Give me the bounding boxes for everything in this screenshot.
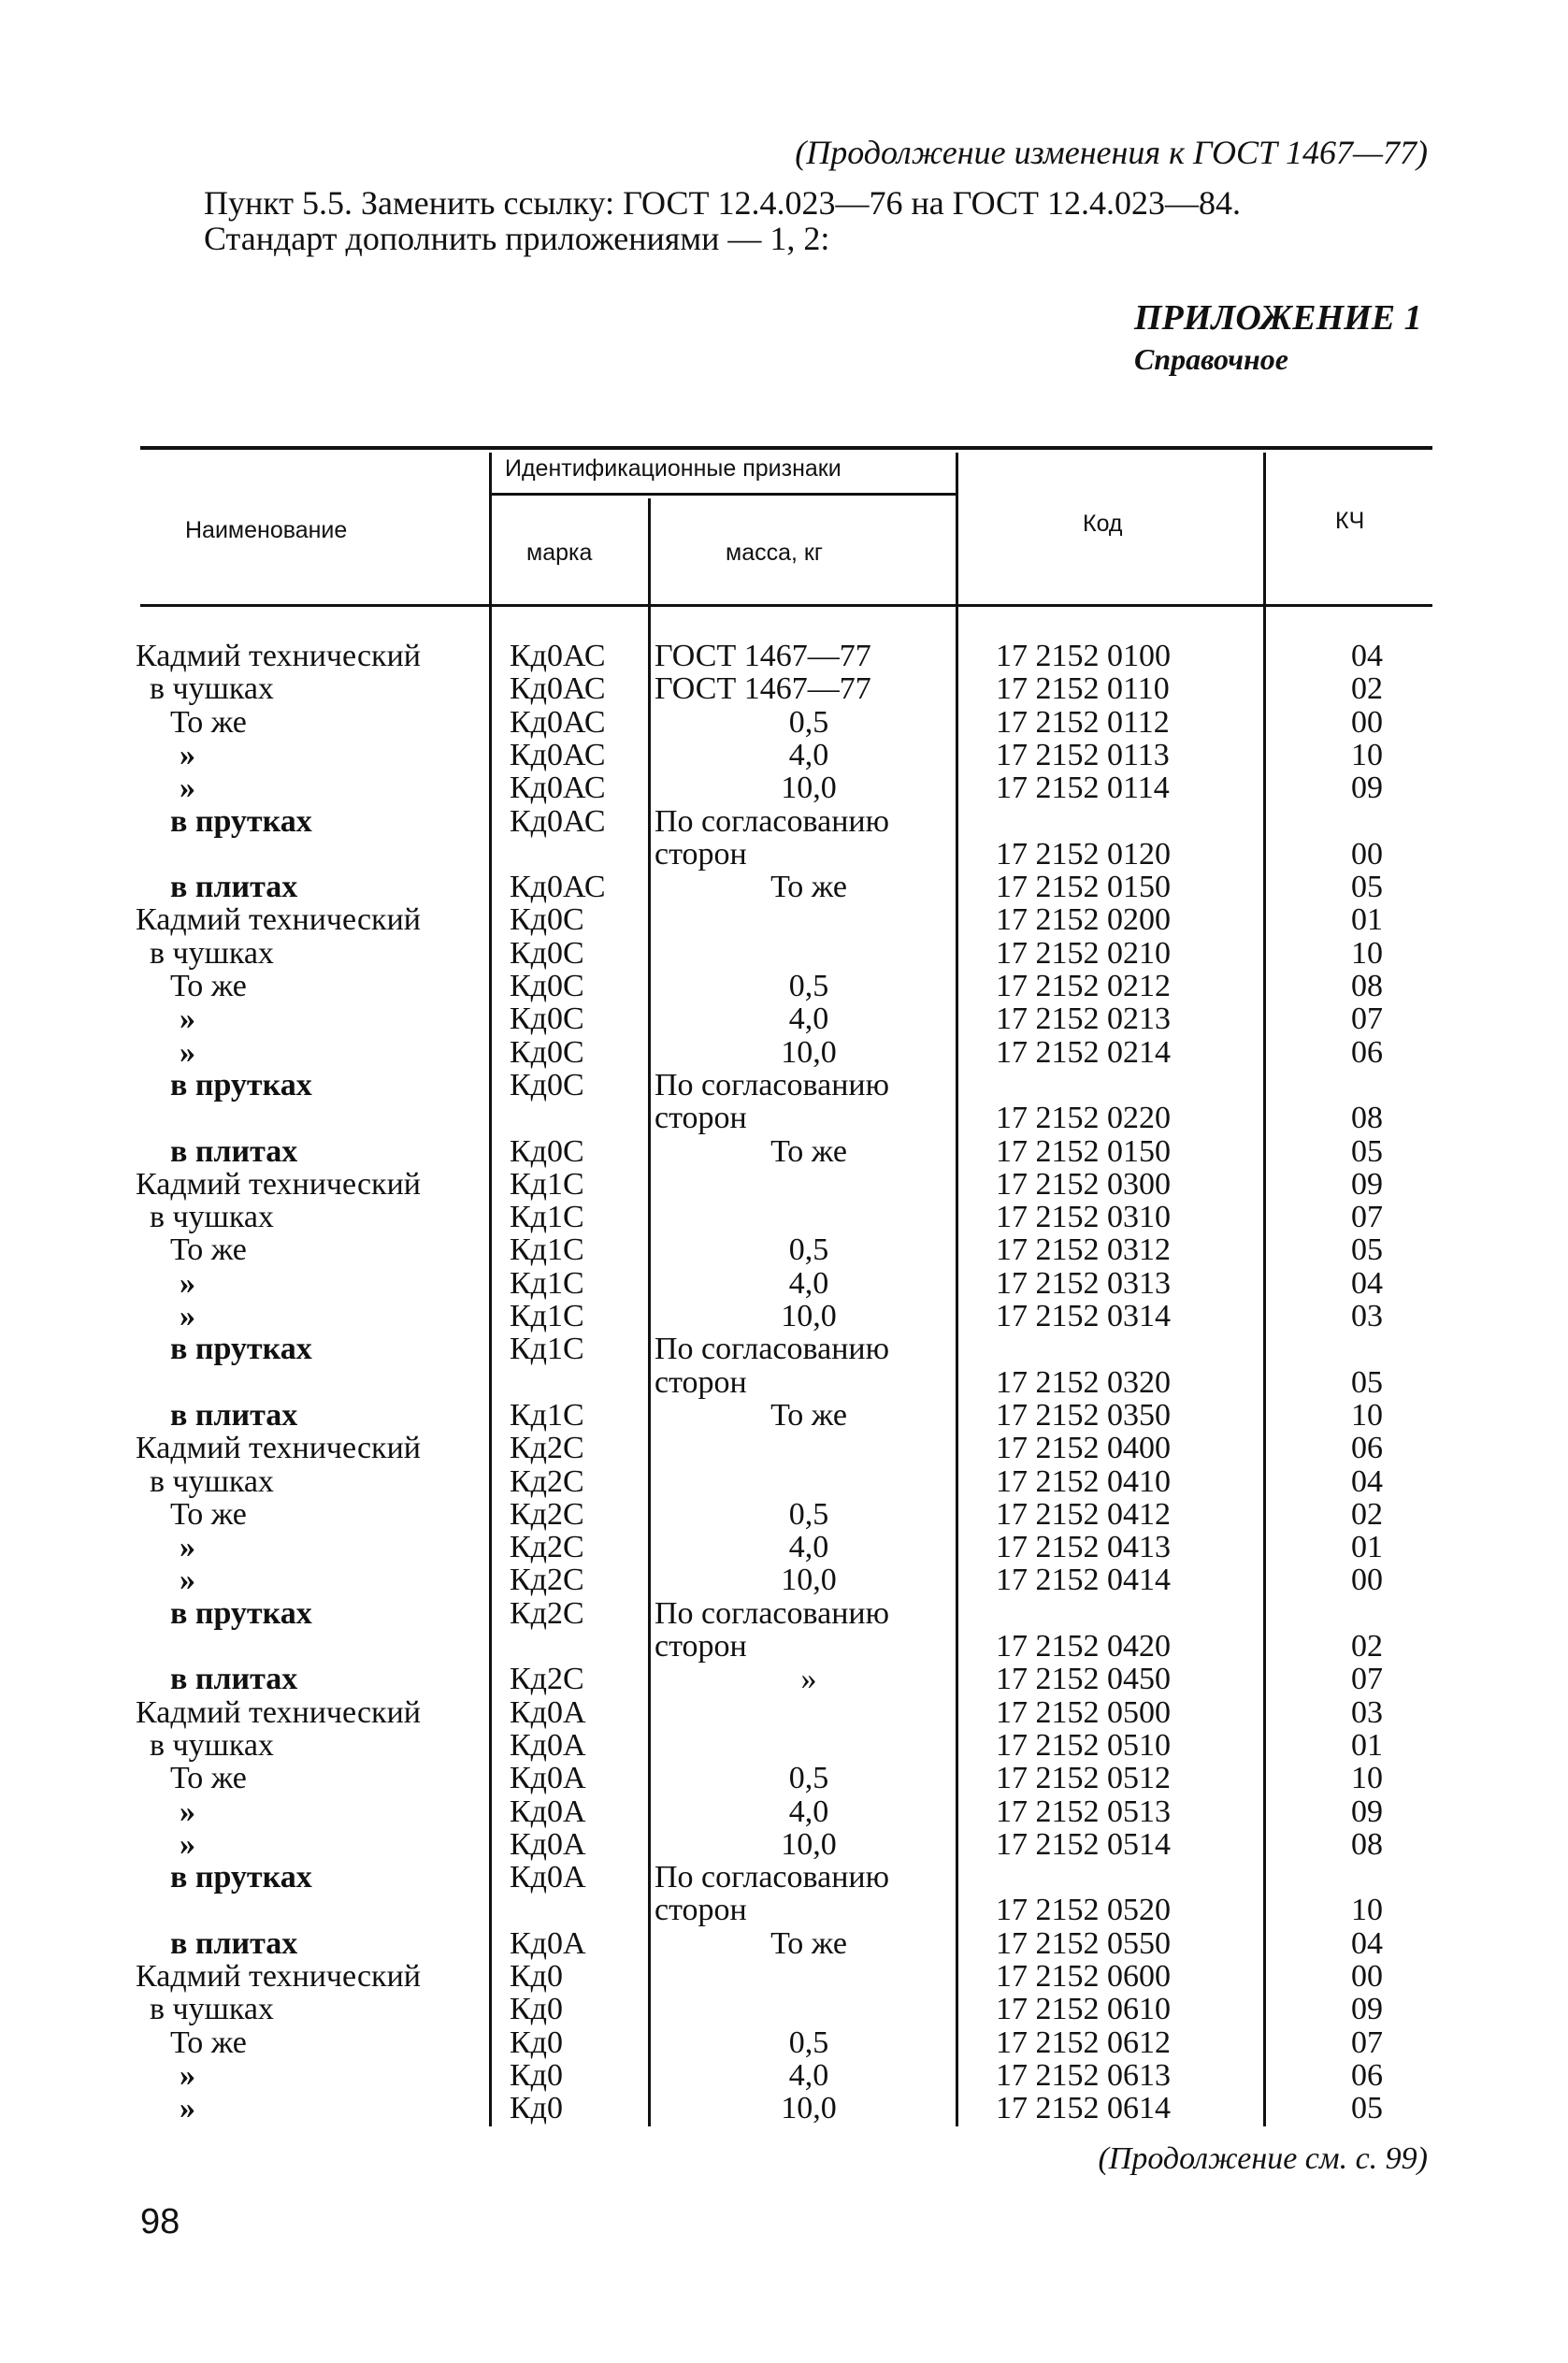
row-marka: Кд0С: [510, 935, 584, 971]
row-kch: 04: [1351, 1265, 1383, 1301]
row-name: То же: [170, 1496, 247, 1532]
row-kch: 08: [1351, 1826, 1383, 1862]
row-name: »: [180, 1265, 195, 1301]
row-code: 17 2152 0300: [996, 1166, 1171, 1202]
header-mass: масса, кг: [726, 540, 823, 566]
row-mass: 4,0: [788, 2057, 829, 2093]
row-marka: Кд0С: [510, 1034, 584, 1070]
row-name: »: [180, 737, 195, 772]
column-divider: [489, 453, 492, 2126]
page-number: 98: [140, 2202, 180, 2241]
row-name: Кадмий технический: [136, 1166, 421, 1202]
row-name: То же: [170, 1232, 247, 1268]
row-mass: То же: [770, 1925, 847, 1961]
row-kch: 10: [1351, 935, 1383, 971]
paragraph-replace-reference: Пункт 5.5. Заменить ссылку: ГОСТ 12.4.023—76 на ГОСТ 12.4.023—84.: [204, 184, 1242, 222]
header-ident: Идентификационные признаки: [505, 455, 842, 482]
row-mass: 0,5: [788, 2024, 829, 2060]
row-mass: 10,0: [781, 1826, 837, 1862]
row-code: 17 2152 0150: [996, 1133, 1171, 1169]
paragraph-add-appendices: Стандарт дополнить приложениями — 1, 2:: [204, 220, 830, 257]
row-kch: 10: [1351, 1397, 1383, 1433]
row-marka: Кд0А: [510, 1826, 586, 1862]
row-kch: 09: [1351, 771, 1383, 806]
row-mass: По согласованию: [655, 803, 889, 839]
row-kch: 07: [1351, 2024, 1383, 2060]
row-mass: 4,0: [788, 1530, 829, 1565]
row-mass-cont: сторон: [655, 1101, 747, 1136]
row-code: 17 2152 0510: [996, 1727, 1171, 1763]
row-name: »: [180, 1794, 195, 1829]
row-mass: 0,5: [788, 1761, 829, 1796]
ident-header-rule: [490, 493, 957, 496]
row-marka: Кд0С: [510, 969, 584, 1003]
row-code: 17 2152 0220: [996, 1101, 1171, 1136]
column-divider: [1263, 453, 1266, 2126]
row-kch: 00: [1351, 1563, 1383, 1598]
row-name: »: [180, 1826, 195, 1862]
row-code: 17 2152 0100: [996, 639, 1171, 673]
row-mass: 10,0: [781, 771, 837, 806]
row-mass: ГОСТ 1467—77: [655, 639, 871, 673]
row-kch: 08: [1351, 1101, 1383, 1136]
row-kch: 01: [1351, 1727, 1383, 1763]
row-name: Кадмий технический: [136, 1959, 421, 1994]
row-code: 17 2152 0613: [996, 2057, 1171, 2093]
row-kch: 07: [1351, 1200, 1383, 1235]
row-kch: 10: [1351, 1761, 1383, 1796]
row-code: 17 2152 0110: [996, 671, 1170, 707]
row-code: 17 2152 0413: [996, 1530, 1171, 1565]
row-mass: То же: [770, 870, 847, 905]
row-kch: 09: [1351, 1166, 1383, 1202]
row-marka: Кд2С: [510, 1563, 584, 1598]
row-mass: 10,0: [781, 1563, 837, 1598]
row-marka: Кд0А: [510, 1727, 586, 1763]
row-marka: Кд0АС: [510, 771, 606, 806]
table-top-rule: [140, 446, 1432, 450]
row-marka: Кд0С: [510, 1133, 584, 1169]
row-kch: 00: [1351, 704, 1383, 740]
row-mass: По согласованию: [655, 1860, 889, 1895]
row-code: 17 2152 0520: [996, 1893, 1171, 1928]
row-code: 17 2152 0112: [996, 704, 1170, 740]
row-marka: Кд2С: [510, 1431, 584, 1466]
row-name: в прутках: [170, 1067, 312, 1102]
row-name: в плитах: [170, 1662, 298, 1697]
row-kch: 10: [1351, 737, 1383, 772]
row-kch: 04: [1351, 639, 1383, 673]
row-code: 17 2152 0420: [996, 1629, 1171, 1664]
header-name: Наименование: [185, 517, 348, 543]
continuation-note: (Продолжение см. с. 99): [1098, 2141, 1428, 2176]
row-marka: Кд0С: [510, 1067, 584, 1102]
row-code: 17 2152 0512: [996, 1761, 1171, 1796]
row-marka: Кд0: [510, 2024, 563, 2060]
row-name: То же: [170, 2024, 247, 2060]
row-name: »: [180, 1001, 195, 1037]
row-marka: Кд0: [510, 2091, 563, 2126]
row-mass-cont: сторон: [655, 1893, 747, 1928]
row-name: в плитах: [170, 870, 298, 905]
row-kch: 05: [1351, 1133, 1383, 1169]
row-mass: 4,0: [788, 1794, 829, 1829]
row-name: Кадмий технический: [136, 639, 421, 673]
row-mass-cont: сторон: [655, 1629, 747, 1664]
row-name: »: [180, 2057, 195, 2093]
row-name: в плитах: [170, 1397, 298, 1433]
row-mass-cont: сторон: [655, 836, 747, 872]
row-name: в прутках: [170, 1860, 312, 1895]
row-code: 17 2152 0600: [996, 1959, 1171, 1994]
row-marka: Кд2С: [510, 1662, 584, 1697]
row-code: 17 2152 0212: [996, 969, 1171, 1003]
row-name: »: [180, 1299, 195, 1333]
row-code: 17 2152 0450: [996, 1662, 1171, 1697]
row-name: в чушках: [150, 671, 274, 707]
row-kch: 03: [1351, 1694, 1383, 1730]
row-kch: 05: [1351, 870, 1383, 905]
row-code: 17 2152 0500: [996, 1694, 1171, 1730]
row-marka: Кд2С: [510, 1595, 584, 1631]
row-kch: 08: [1351, 969, 1383, 1003]
row-name: в плитах: [170, 1925, 298, 1961]
row-name: То же: [170, 1761, 247, 1796]
row-name: Кадмий технический: [136, 902, 421, 938]
row-marka: Кд1С: [510, 1332, 584, 1367]
row-code: 17 2152 0310: [996, 1200, 1171, 1235]
row-name: в плитах: [170, 1133, 298, 1169]
row-marka: Кд0АС: [510, 671, 606, 707]
row-marka: Кд1С: [510, 1397, 584, 1433]
row-name: в чушках: [150, 1992, 274, 2027]
row-marka: Кд1С: [510, 1200, 584, 1235]
row-code: 17 2152 0612: [996, 2024, 1171, 2060]
row-name: в прутках: [170, 1332, 312, 1367]
appendix-subtitle: Справочное: [1134, 342, 1288, 376]
row-code: 17 2152 0513: [996, 1794, 1171, 1829]
row-marka: Кд1С: [510, 1232, 584, 1268]
row-mass: 0,5: [788, 1232, 829, 1268]
row-kch: 01: [1351, 1530, 1383, 1565]
row-code: 17 2152 0314: [996, 1299, 1171, 1333]
row-mass: ГОСТ 1467—77: [655, 671, 871, 707]
row-marka: Кд0АС: [510, 704, 606, 740]
row-kch: 09: [1351, 1992, 1383, 2027]
row-mass: 0,5: [788, 1496, 829, 1532]
row-marka: Кд0АС: [510, 639, 606, 673]
row-marka: Кд0АС: [510, 737, 606, 772]
row-kch: 02: [1351, 1629, 1383, 1664]
row-code: 17 2152 0350: [996, 1397, 1171, 1433]
row-kch: 06: [1351, 1431, 1383, 1466]
row-kch: 00: [1351, 1959, 1383, 1994]
row-code: 17 2152 0113: [996, 737, 1170, 772]
row-marka: Кд2С: [510, 1530, 584, 1565]
row-kch: 05: [1351, 1364, 1383, 1400]
header-code: Код: [1083, 511, 1123, 537]
column-divider: [648, 498, 651, 2126]
row-marka: Кд1С: [510, 1299, 584, 1333]
row-name: в прутках: [170, 803, 312, 839]
row-code: 17 2152 0213: [996, 1001, 1171, 1037]
row-code: 17 2152 0313: [996, 1265, 1171, 1301]
row-code: 17 2152 0412: [996, 1496, 1171, 1532]
row-mass: По согласованию: [655, 1332, 889, 1367]
row-mass: То же: [770, 1133, 847, 1169]
row-kch: 06: [1351, 1034, 1383, 1070]
row-name: То же: [170, 704, 247, 740]
row-name: Кадмий технический: [136, 1431, 421, 1466]
row-marka: Кд0С: [510, 902, 584, 938]
row-kch: 06: [1351, 2057, 1383, 2093]
header-marka: марка: [526, 540, 593, 566]
row-marka: Кд0: [510, 1992, 563, 2027]
appendix-title: ПРИЛОЖЕНИЕ 1: [1134, 298, 1422, 338]
row-marka: Кд0А: [510, 1794, 586, 1829]
continuation-header: (Продолжение изменения к ГОСТ 1467—77): [795, 134, 1428, 171]
header-kch: КЧ: [1335, 508, 1365, 534]
row-name: »: [180, 1034, 195, 1070]
row-marka: Кд2С: [510, 1463, 584, 1499]
row-code: 17 2152 0200: [996, 902, 1171, 938]
row-kch: 00: [1351, 836, 1383, 872]
row-code: 17 2152 0120: [996, 836, 1171, 872]
row-mass: 0,5: [788, 969, 829, 1003]
row-kch: 07: [1351, 1662, 1383, 1697]
header-bottom-rule: [140, 604, 1432, 607]
row-kch: 03: [1351, 1299, 1383, 1333]
row-marka: Кд0А: [510, 1925, 586, 1961]
row-name: То же: [170, 969, 247, 1003]
row-kch: 07: [1351, 1001, 1383, 1037]
row-marka: Кд0: [510, 2057, 563, 2093]
row-kch: 09: [1351, 1794, 1383, 1829]
row-code: 17 2152 0312: [996, 1232, 1171, 1268]
row-name: »: [180, 2091, 195, 2126]
row-marka: Кд0А: [510, 1860, 586, 1895]
row-code: 17 2152 0610: [996, 1992, 1171, 2027]
row-mass: 0,5: [788, 704, 829, 740]
row-marka: Кд0: [510, 1959, 563, 1994]
row-kch: 02: [1351, 1496, 1383, 1532]
row-code: 17 2152 0320: [996, 1364, 1171, 1400]
row-kch: 05: [1351, 2091, 1383, 2126]
row-kch: 10: [1351, 1893, 1383, 1928]
row-code: 17 2152 0210: [996, 935, 1171, 971]
row-mass: 4,0: [788, 1001, 829, 1037]
row-marka: Кд0С: [510, 1001, 584, 1037]
row-code: 17 2152 0400: [996, 1431, 1171, 1466]
row-name: в прутках: [170, 1595, 312, 1631]
row-mass: 10,0: [781, 2091, 837, 2126]
row-mass-cont: сторон: [655, 1364, 747, 1400]
row-mass: 4,0: [788, 1265, 829, 1301]
row-marka: Кд2С: [510, 1496, 584, 1532]
row-code: 17 2152 0114: [996, 771, 1170, 806]
row-name: »: [180, 1530, 195, 1565]
row-kch: 05: [1351, 1232, 1383, 1268]
row-code: 17 2152 0214: [996, 1034, 1171, 1070]
row-kch: 04: [1351, 1463, 1383, 1499]
row-name: »: [180, 771, 195, 806]
row-marka: Кд0АС: [510, 870, 606, 905]
row-mass: То же: [770, 1397, 847, 1433]
row-name: в чушках: [150, 935, 274, 971]
row-code: 17 2152 0614: [996, 2091, 1171, 2126]
row-mass: По согласованию: [655, 1067, 889, 1102]
row-name: в чушках: [150, 1463, 274, 1499]
row-code: 17 2152 0150: [996, 870, 1171, 905]
row-code: 17 2152 0514: [996, 1826, 1171, 1862]
row-name: »: [180, 1563, 195, 1598]
row-kch: 02: [1351, 671, 1383, 707]
row-marka: Кд0А: [510, 1694, 586, 1730]
row-mass: »: [800, 1662, 817, 1697]
row-mass: 10,0: [781, 1034, 837, 1070]
row-marka: Кд0А: [510, 1761, 586, 1796]
row-kch: 04: [1351, 1925, 1383, 1961]
row-marka: Кд1С: [510, 1265, 584, 1301]
row-kch: 01: [1351, 902, 1383, 938]
row-marka: Кд0АС: [510, 803, 606, 839]
row-mass: 4,0: [788, 737, 829, 772]
row-name: в чушках: [150, 1200, 274, 1235]
row-mass: 10,0: [781, 1299, 837, 1333]
row-marka: Кд1С: [510, 1166, 584, 1202]
row-code: 17 2152 0550: [996, 1925, 1171, 1961]
row-mass: По согласованию: [655, 1595, 889, 1631]
row-code: 17 2152 0410: [996, 1463, 1171, 1499]
row-name: в чушках: [150, 1727, 274, 1763]
row-code: 17 2152 0414: [996, 1563, 1171, 1598]
row-name: Кадмий технический: [136, 1694, 421, 1730]
